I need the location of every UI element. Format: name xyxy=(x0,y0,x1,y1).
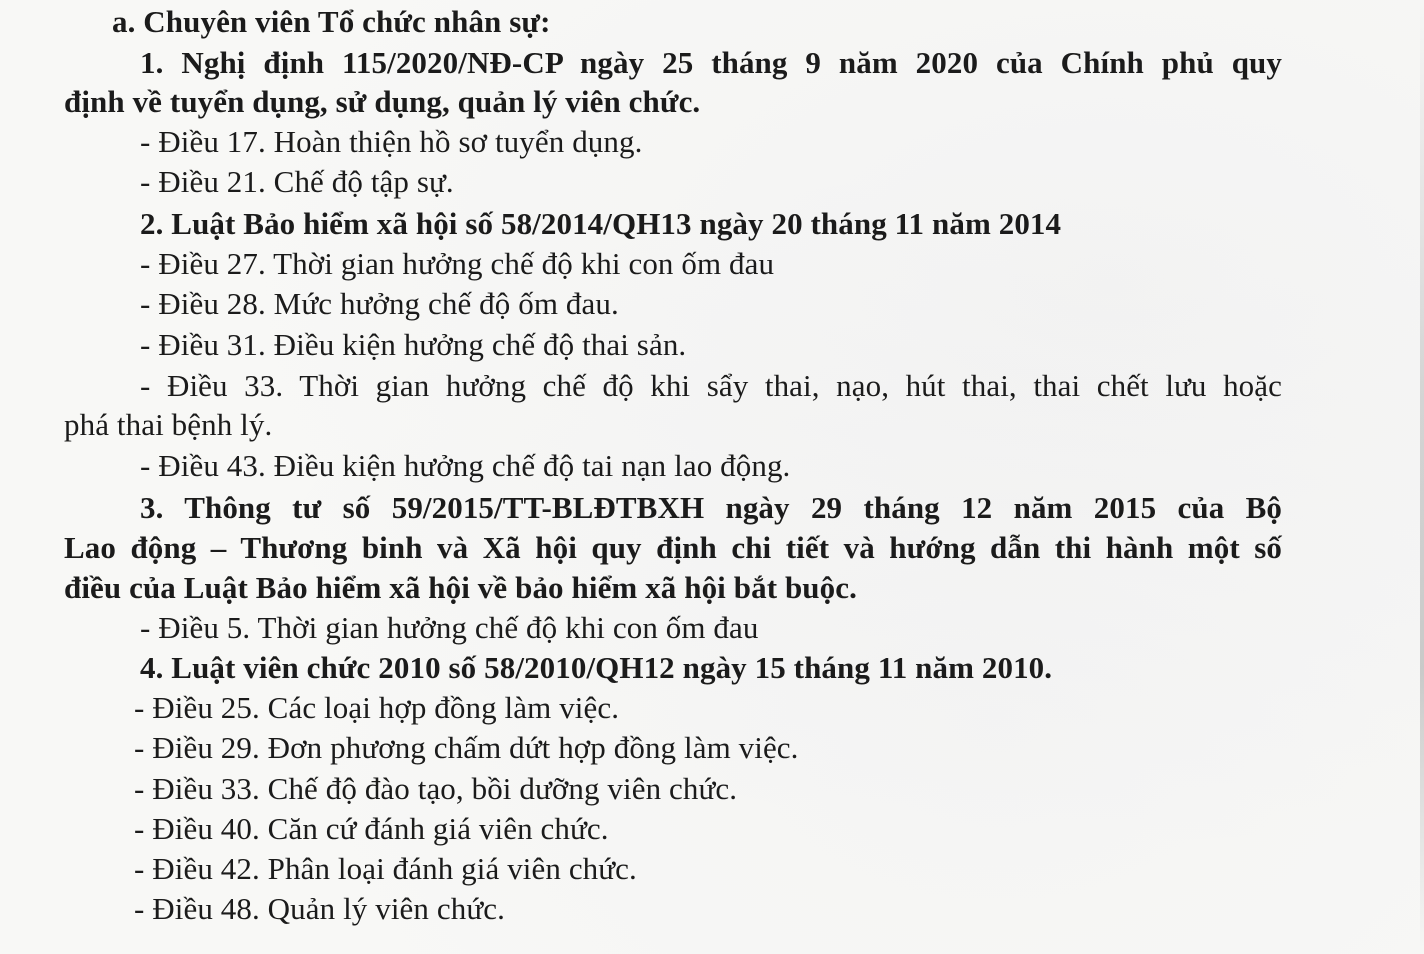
item-2-article-3: - Điều 31. Điều kiện hưởng chế độ thai sản. xyxy=(140,327,687,362)
item-2-article-5: - Điều 43. Điều kiện hưởng chế độ tai nạn lao động. xyxy=(140,448,791,483)
section-heading: a. Chuyên viên Tổ chức nhân sự: xyxy=(112,4,551,39)
item-3-title-line-2: Lao động – Thương binh và Xã hội quy định chi tiết và hướng dẫn thi hành một số xyxy=(64,530,1282,565)
item-4-title: 4. Luật viên chức 2010 số 58/2010/QH12 ngày 15 tháng 11 năm 2010. xyxy=(140,650,1053,685)
item-4-article-3: - Điều 33. Chế độ đào tạo, bồi dưỡng viên chức. xyxy=(134,771,738,806)
item-2-article-1: - Điều 27. Thời gian hưởng chế độ khi con ốm đau xyxy=(140,246,775,281)
item-1-article-2: - Điều 21. Chế độ tập sự. xyxy=(140,164,454,199)
item-3-article-1: - Điều 5. Thời gian hưởng chế độ khi con ốm đau xyxy=(140,610,759,645)
item-3-title-line-3: điều của Luật Bảo hiểm xã hội về bảo hiểm xã hội bắt buộc. xyxy=(64,570,857,605)
item-4-article-1: - Điều 25. Các loại hợp đồng làm việc. xyxy=(134,690,620,725)
item-2-article-2: - Điều 28. Mức hưởng chế độ ốm đau. xyxy=(140,286,619,321)
item-2-article-4-cont: phá thai bệnh lý. xyxy=(64,407,273,442)
item-3-title-line-1: 3. Thông tư số 59/2015/TT-BLĐTBXH ngày 29 tháng 12 năm 2015 của Bộ xyxy=(140,490,1282,525)
scan-edge-shadow xyxy=(1420,0,1424,954)
item-2-article-4: - Điều 33. Thời gian hưởng chế độ khi sẩy thai, nạo, hút thai, thai chết lưu hoặc xyxy=(140,368,1282,403)
item-1-article-1: - Điều 17. Hoàn thiện hồ sơ tuyển dụng. xyxy=(140,124,643,159)
item-1-title-line-2: định về tuyển dụng, sử dụng, quản lý viên chức. xyxy=(64,84,701,119)
item-1-title-line-1: 1. Nghị định 115/2020/NĐ-CP ngày 25 tháng 9 năm 2020 của Chính phủ quy xyxy=(140,45,1282,80)
item-4-article-6: - Điều 48. Quản lý viên chức. xyxy=(134,891,505,926)
item-2-title: 2. Luật Bảo hiểm xã hội số 58/2014/QH13 ngày 20 tháng 11 năm 2014 xyxy=(140,206,1062,241)
item-4-article-5: - Điều 42. Phân loại đánh giá viên chức. xyxy=(134,851,637,886)
item-4-article-2: - Điều 29. Đơn phương chấm dứt hợp đồng làm việc. xyxy=(134,730,799,765)
item-4-article-4: - Điều 40. Căn cứ đánh giá viên chức. xyxy=(134,811,609,846)
